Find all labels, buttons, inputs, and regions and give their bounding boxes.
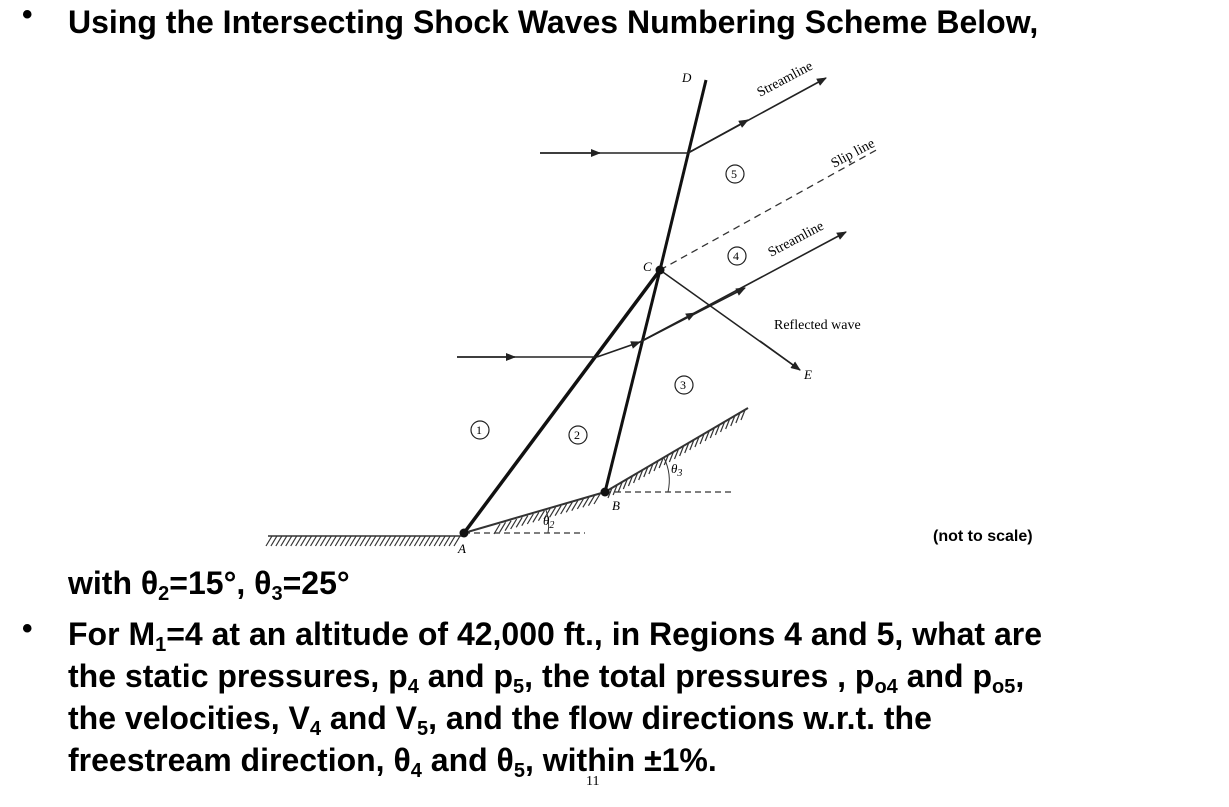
slip-line-label: Slip line <box>828 136 878 172</box>
page-number: 11 <box>586 774 600 789</box>
point-e-label: E <box>804 367 812 382</box>
bullet-1: • <box>22 0 33 31</box>
region-5 <box>726 165 744 183</box>
shock-ac <box>464 270 660 533</box>
point-b-label: B <box>612 498 620 513</box>
streamline-top-label: Streamline <box>754 58 816 101</box>
shock-bc <box>605 270 660 492</box>
not-to-scale-note: (not to scale) <box>933 528 1033 545</box>
region-4 <box>728 247 746 265</box>
region-2 <box>569 426 587 444</box>
svg-text:2: 2 <box>574 428 580 442</box>
region-3 <box>675 376 693 394</box>
region-1 <box>471 421 489 439</box>
svg-text:5: 5 <box>731 167 737 181</box>
theta3-label: $\theta_3$ <box>671 461 683 479</box>
point-d-label: D <box>682 70 692 85</box>
bullet-2: • <box>22 612 33 645</box>
point-a-label: A <box>458 541 466 556</box>
question-line-1: For $M_1=4$ at an altitude of 42,000 ft., in Regions 4 and 5, what are <box>68 616 1043 656</box>
svg-text:3: 3 <box>680 378 686 392</box>
question-line-4: freestream direction, $\theta_4$ and $\theta_5$, within ±1%. <box>68 742 717 782</box>
streamline-mid-label: Streamline <box>765 218 827 261</box>
streamline-top-out-mid <box>688 120 748 153</box>
streamline-bot-out-mid2 <box>640 288 745 342</box>
point-c-dot <box>656 266 665 275</box>
svg-text:1: 1 <box>476 423 482 437</box>
theta2-label: $\theta_2$ <box>543 513 555 531</box>
given-line: with $\theta_2=15^\circ$, $\theta_3=25^\circ$ <box>68 565 350 605</box>
point-b-dot <box>601 488 610 497</box>
reflected-wave-label: Reflected wave <box>774 318 861 333</box>
reflected-arrow <box>760 341 800 370</box>
heading: Using the Intersecting Shock Waves Numbering Scheme Below, <box>68 4 1039 40</box>
point-a-dot <box>460 529 469 538</box>
question-line-3: the velocities, $V_4$ and $V_5$, and the flow directions w.r.t. the <box>68 700 932 740</box>
question-line-2: the static pressures, $p_4$ and $p_5$, the total pressures , $p_{o4}$ and $p_{o5}$, <box>68 658 1025 698</box>
point-c-label: C <box>643 259 652 274</box>
svg-text:4: 4 <box>733 249 739 263</box>
wall-ab <box>464 492 605 533</box>
shock-cd <box>660 80 706 270</box>
wall-b-up <box>605 408 748 492</box>
wall-left <box>266 536 464 546</box>
